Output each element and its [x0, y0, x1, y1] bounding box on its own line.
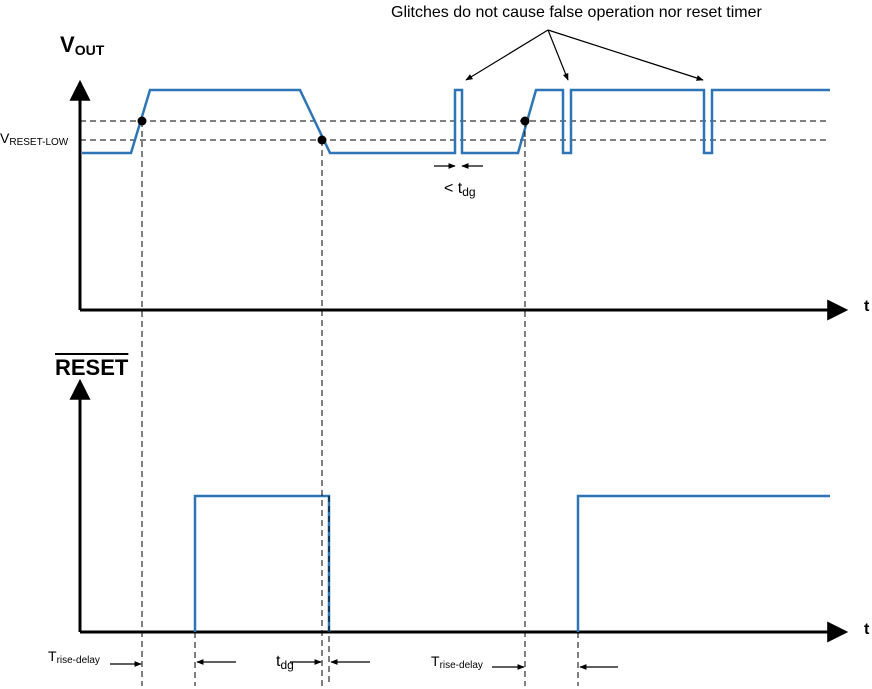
rise-delay-label: $T_{rise-delay}$	[431, 653, 483, 671]
annotation-arrow	[548, 30, 568, 80]
annotation-arrow	[466, 30, 548, 80]
vout-axis-title: $V_{OUT}$	[60, 32, 105, 58]
bottom-x-axis-label: t	[864, 621, 870, 638]
top-x-axis-label: t	[864, 298, 870, 315]
reset-waveform	[195, 496, 329, 632]
tdg-label: $t_{dg}$	[276, 653, 294, 672]
deglitch-label: < $t_{dg}$	[444, 180, 476, 199]
glitch-annotation: Glitches do not cause false operation nor reset timer	[391, 4, 762, 21]
reset-axis-title: RESET	[55, 355, 129, 380]
annotation-arrow	[548, 30, 703, 80]
threshold-label: $V_{RESET-LOW}$	[0, 130, 69, 148]
rise-delay-label: $T_{rise-delay}$	[48, 648, 100, 666]
reset-waveform	[578, 496, 830, 632]
